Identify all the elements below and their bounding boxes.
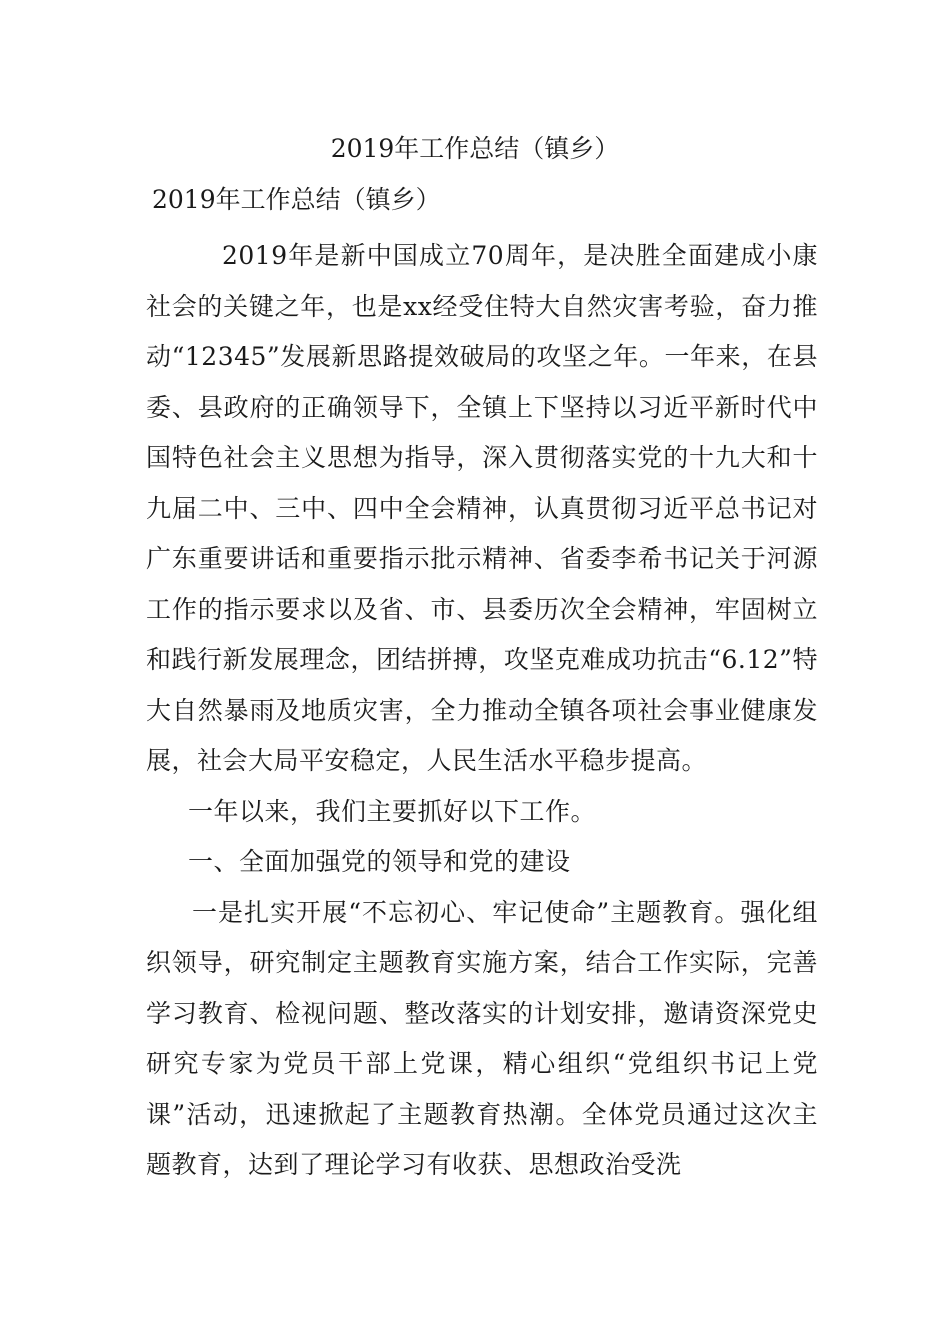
paragraph-section-1: 一是扎实开展“不忘初心、牢记使命”主题教育。强化组织领导，研究制定主题教育实施方案，结合工作实际，完善学习教育、检视问题、整改落实的计划安排，邀请资深党史研究专家为党员干部上党课，精心组织“党组织书记上党课”活动，迅速掀起了主题教育热潮。全体党员通过这次主题教育，达到了理论学习有收获、思想政治受洗 [146, 897, 818, 1179]
document-title: 2019年工作总结（镇乡） [330, 134, 620, 163]
paragraph-intro: 2019年是新中国成立70周年，是决胜全面建成小康社会的关键之年，也是xx经受住特大自然灾害考验，奋力推动“12345”发展新思路提效破局的攻坚之年。一年来，在县委、县政府的正确领导下，全镇上下坚持以习近平新时代中国特色社会主义思想为指导，深入贯彻落实党的十九大和十九届二中、三中、四中全会精神，认真贯彻习近平总书记对广东重要讲话和重要指示批示精神、省委李希书记关于河源工作的指示要求以及省、市、县委历次全会精神，牢固树立和践行新发展理念，团结拼搏，攻坚克难成功抗击“6.12”特大自然暴雨及地质灾害，全力推动全镇各项社会事业健康发展，社会大局平安稳定，人民生活水平稳步提高。 [146, 241, 818, 775]
document-body [146, 231, 818, 1191]
document-subtitle: 2019年工作总结（镇乡） [152, 185, 441, 214]
section-heading-1: 一、全面加强党的领导和党的建设 [188, 847, 571, 876]
paragraph-lead: 一年以来，我们主要抓好以下工作。 [188, 796, 597, 826]
